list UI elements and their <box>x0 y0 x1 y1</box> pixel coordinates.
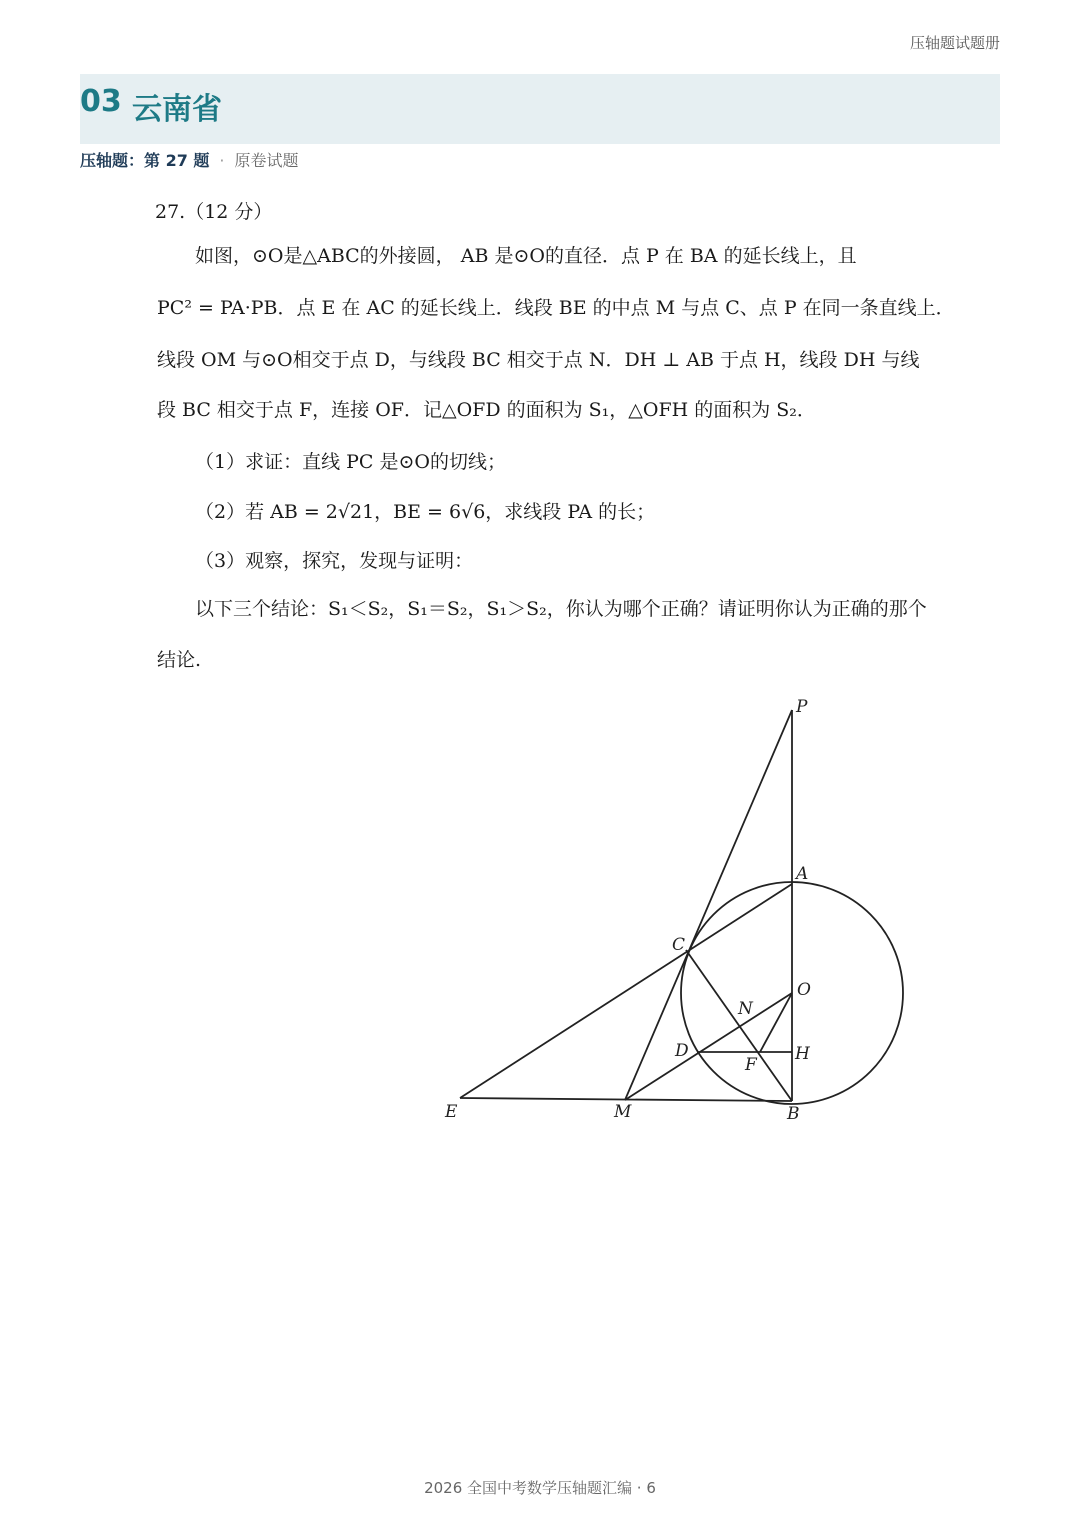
problem-tag: 原卷试题 <box>234 151 299 170</box>
label-h: H <box>795 1044 810 1064</box>
page-footer: 2026 全国中考数学压轴题汇编 · 6 <box>424 1479 656 1497</box>
label-e: E <box>445 1102 458 1122</box>
problem-conclusion: 结论. <box>157 649 202 671</box>
label-o: O <box>797 980 811 1000</box>
label-n: N <box>738 999 753 1019</box>
problem-label: 压轴题：第 27 题 <box>80 151 210 170</box>
problem-line: PC² = PA·PB．点 E 在 AC 的延长线上．线段 BE 的中点 M 与点 C、点 P 在同一条直线上． <box>157 297 955 319</box>
problem-conclusion: 以下三个结论：S₁＜S₂，S₁＝S₂，S₁＞S₂，你认为哪个正确？请证明你认为正确的那个 <box>195 598 927 620</box>
problem-line: 线段 OM 与⊙O相交于点 D，与线段 BC 相交于点 N．DH ⊥ AB 于点 H，线段 DH 与线 <box>157 349 920 371</box>
problem-line: 如图，⊙O是△ABC的外接圆， AB 是⊙O的直径．点 P 在 BA 的延长线上，且 <box>195 245 857 267</box>
label-f: F <box>745 1055 757 1075</box>
label-m: M <box>614 1102 632 1122</box>
problem-line: 段 BC 相交于点 F，连接 OF．记△OFD 的面积为 S₁，△OFH 的面积为 S₂． <box>157 399 816 421</box>
line-mo <box>625 993 792 1100</box>
problem-subheader <box>80 148 299 171</box>
running-header: 压轴题试题册 <box>909 34 1000 52</box>
problem-part: （2）若 AB = 2√21，BE = 6√6，求线段 PA 的长； <box>195 501 656 523</box>
label-c: C <box>672 935 686 955</box>
separator-dot: · <box>219 151 225 170</box>
label-b: B <box>787 1104 800 1124</box>
section-number: 03 <box>80 84 122 119</box>
label-p: P <box>796 697 808 717</box>
section-banner <box>80 74 1000 144</box>
line-of <box>760 993 792 1052</box>
label-d: D <box>675 1041 689 1061</box>
line-cb <box>686 950 792 1101</box>
problem-part: （3）观察，探究，发现与证明： <box>195 550 474 572</box>
section-title: 云南省 <box>132 92 222 127</box>
geometry-figure <box>420 690 940 1130</box>
line-pm <box>625 710 792 1100</box>
problem-number: 27.（12 分） <box>155 201 273 223</box>
line-ea <box>460 884 792 1098</box>
problem-part: （1）求证：直线 PC 是⊙O的切线； <box>195 451 506 473</box>
label-a: A <box>796 864 809 884</box>
